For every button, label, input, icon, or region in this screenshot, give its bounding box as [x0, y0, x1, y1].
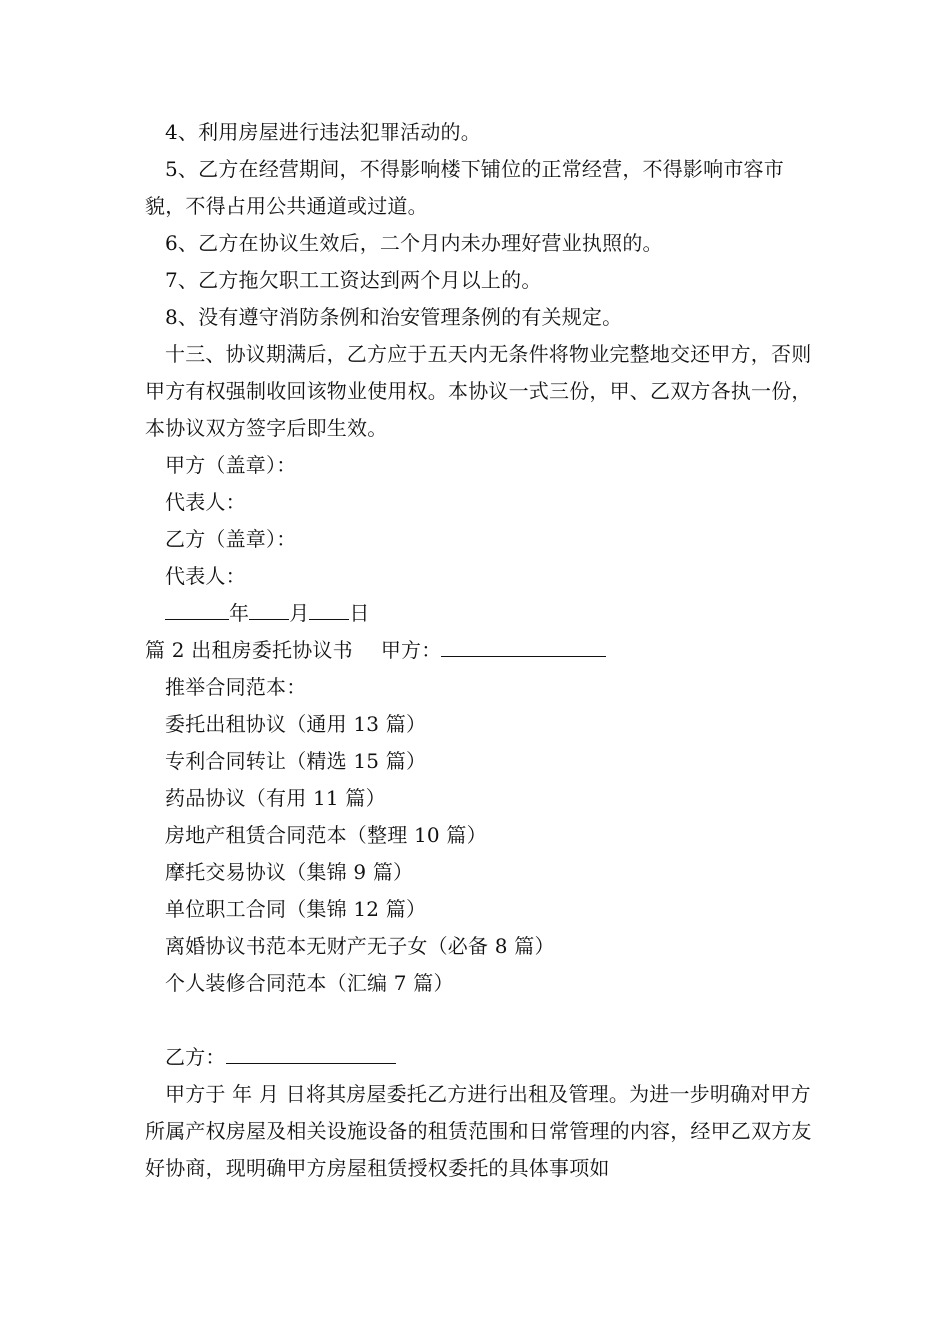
section-2-party-a-label: 甲方：	[380, 638, 442, 662]
recommend-item: 摩托交易协议（集锦 9 篇）	[165, 860, 414, 884]
party-b-name-blank	[226, 1039, 396, 1064]
clause-thirteen: 十三、协议期满后，乙方应于五天内无条件将物业完整地交还甲方，否则甲方有权强制收回该物业使用权。本协议一式三份，甲、乙双方各执一份，本协议双方签字后即生效。	[145, 342, 812, 440]
party-b-label: 乙方：	[165, 1045, 226, 1069]
section-2-heading-line	[145, 632, 815, 669]
party-b-line	[145, 1039, 815, 1076]
recommend-item: 药品协议（有用 11 篇）	[165, 786, 386, 810]
blank-line	[145, 1002, 815, 1039]
recommend-item: 离婚协议书范本无财产无子女（必备 8 篇）	[165, 934, 555, 958]
list-item-4: 4、利用房屋进行违法犯罪活动的。	[165, 120, 481, 144]
recommend-item: 单位职工合同（集锦 12 篇）	[165, 897, 427, 921]
recommend-heading: 推举合同范本：	[165, 675, 307, 699]
day-label: 日	[349, 601, 370, 625]
section-2-title: 篇 2 出租房委托协议书	[145, 638, 353, 662]
document-body	[145, 114, 815, 1187]
date-line	[145, 595, 815, 632]
intro-paragraph: 甲方于 年 月 日将其房屋委托乙方进行出租及管理。为进一步明确对甲方所属产权房屋及相关设施设备的租赁范围和日常管理的内容，经甲乙双方友好协商，现明确甲方房屋租赁授权委托的具体事项如	[145, 1082, 812, 1180]
list-item-7: 7、乙方拖欠职工工资达到两个月以上的。	[165, 268, 542, 292]
recommend-item: 专利合同转让（精选 15 篇）	[165, 749, 427, 773]
representative-b-line: 代表人：	[165, 564, 246, 588]
party-b-seal-line: 乙方（盖章）：	[165, 527, 297, 551]
party-a-seal-line: 甲方（盖章）：	[165, 453, 297, 477]
year-blank	[165, 595, 229, 620]
recommend-item: 个人装修合同范本（汇编 7 篇）	[165, 971, 454, 995]
representative-a-line: 代表人：	[165, 490, 246, 514]
month-blank	[249, 595, 289, 620]
list-item-5: 5、乙方在经营期间，不得影响楼下铺位的正常经营，不得影响市容市貌，不得占用公共通道或过道。	[145, 157, 784, 218]
day-blank	[309, 595, 349, 620]
list-item-8: 8、没有遵守消防条例和治安管理条例的有关规定。	[165, 305, 623, 329]
year-label: 年	[229, 601, 250, 625]
party-a-name-blank	[441, 632, 606, 657]
month-label: 月	[289, 601, 310, 625]
recommend-item: 委托出租协议（通用 13 篇）	[165, 712, 427, 736]
list-item-6: 6、乙方在协议生效后，二个月内未办理好营业执照的。	[165, 231, 663, 255]
recommend-item: 房地产租赁合同范本（整理 10 篇）	[165, 823, 487, 847]
